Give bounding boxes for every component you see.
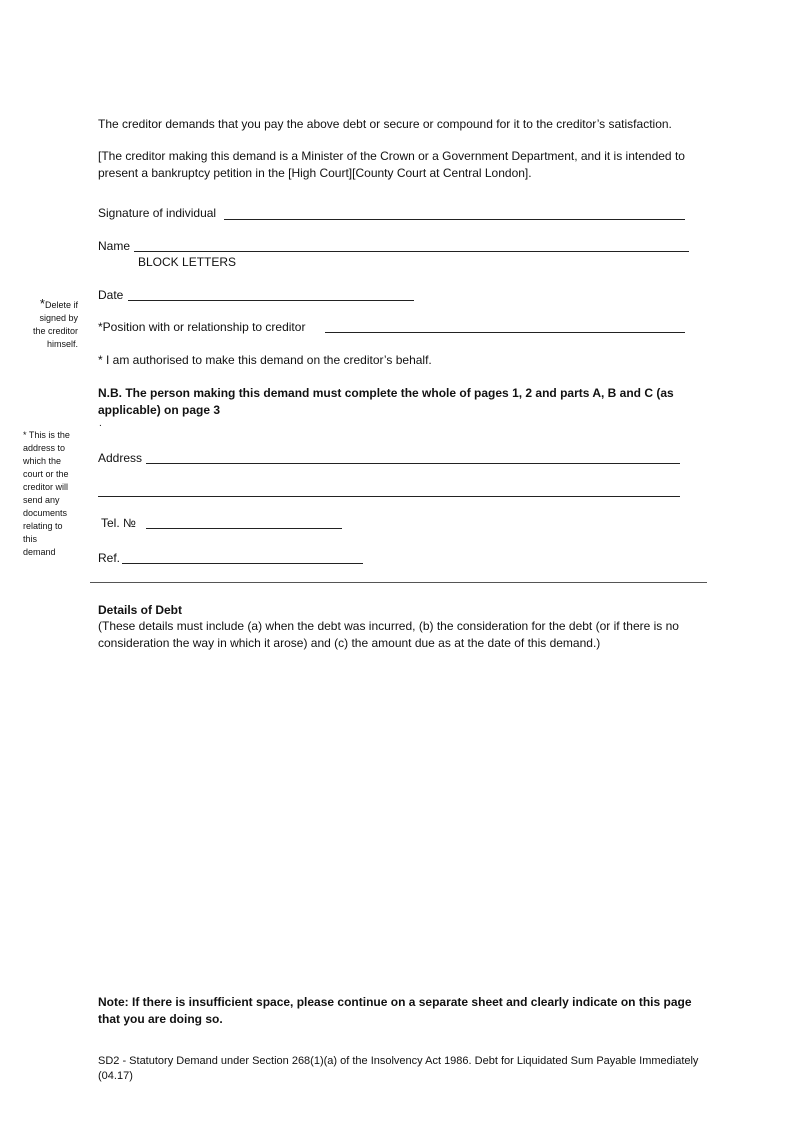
delete-note-line-1: Delete if bbox=[44, 300, 78, 310]
section-divider bbox=[90, 582, 707, 583]
address-note-line-6: send any bbox=[23, 495, 60, 505]
address-note-line-8: relating to bbox=[23, 521, 63, 531]
address-field-line-1[interactable] bbox=[146, 463, 680, 464]
address-note-line-7: documents bbox=[23, 508, 68, 518]
debt-instructions: (These details must include (a) when the debt was incurred, (b) the consideration for the debt (or if there is no consideration the way in which it arose) and (c) the amount due as at the date of this demand.) bbox=[98, 619, 679, 650]
date-label: Date bbox=[98, 288, 124, 302]
authorised-text: * I am authorised to make this demand on the creditor’s behalf. bbox=[98, 353, 432, 367]
address-note-line-5: creditor will bbox=[23, 482, 69, 492]
footer bbox=[98, 1054, 708, 1084]
footer-line-1: SD2 - Statutory Demand under Section 268(1)(a) of the Insolvency Act 1986. Debt for Liquidated Sum Payable Immediately bbox=[98, 1055, 699, 1067]
name-label: Name bbox=[98, 239, 131, 253]
dot-mark: . bbox=[99, 418, 102, 429]
address-label: Address bbox=[98, 451, 143, 465]
position-label: *Position with or relationship to creditor bbox=[98, 320, 306, 334]
block-letters-label: BLOCK LETTERS bbox=[138, 255, 237, 269]
insufficient-space-note: Note: If there is insufficient space, please continue on a separate sheet and clearly indicate on this page that you are doing so. bbox=[98, 995, 692, 1026]
signature-label: Signature of individual bbox=[98, 206, 217, 220]
address-note-line-4: court or the bbox=[23, 469, 69, 479]
tel-label: Tel. № bbox=[101, 516, 136, 530]
delete-note-star: * bbox=[39, 296, 45, 311]
address-note-line-2: address to bbox=[23, 443, 66, 453]
address-note-line-10: demand bbox=[23, 547, 56, 557]
address-margin-note bbox=[23, 429, 83, 559]
delete-note-line-3: the creditor bbox=[32, 326, 78, 336]
nb-text: N.B. The person making this demand must complete the whole of pages 1, 2 and parts A, B and C (as applicable) on page 3 bbox=[98, 386, 674, 417]
address-note-line-9: this bbox=[23, 534, 38, 544]
ref-label: Ref. bbox=[98, 551, 121, 565]
minister-text: [The creditor making this demand is a Minister of the Crown or a Government Department, and it is intended to present a bankruptcy petition in the [High Court][County Court at Central London]. bbox=[98, 149, 685, 180]
address-field-line-2[interactable] bbox=[98, 496, 680, 497]
tel-field[interactable] bbox=[146, 528, 342, 529]
debt-details-area[interactable] bbox=[98, 660, 708, 980]
ref-field[interactable] bbox=[122, 563, 363, 564]
name-field[interactable] bbox=[134, 251, 689, 252]
delete-note-line-2: signed by bbox=[39, 313, 78, 323]
address-note-line-1: * This is the bbox=[23, 430, 70, 440]
signature-field[interactable] bbox=[224, 219, 685, 220]
demand-text: The creditor demands that you pay the above debt or secure or compound for it to the creditor’s satisfaction. bbox=[98, 117, 672, 131]
footer-line-2: (04.17) bbox=[98, 1070, 133, 1082]
debt-heading: Details of Debt bbox=[98, 603, 183, 617]
date-field[interactable] bbox=[128, 300, 414, 301]
address-note-line-3: which the bbox=[23, 456, 62, 466]
position-field[interactable] bbox=[325, 332, 685, 333]
delete-note-line-4: himself. bbox=[46, 339, 78, 349]
delete-margin-note bbox=[24, 297, 78, 351]
